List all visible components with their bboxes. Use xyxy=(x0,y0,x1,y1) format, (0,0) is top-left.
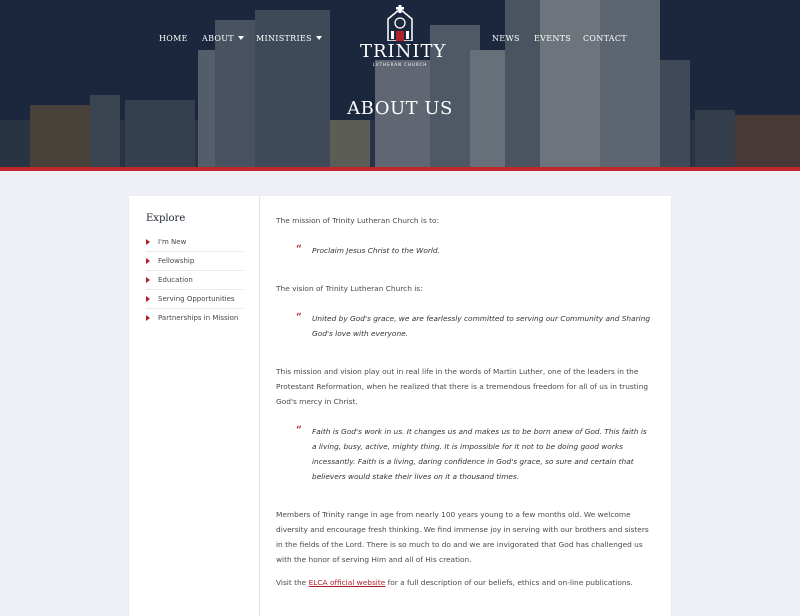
nav-ministries[interactable]: MINISTRIES xyxy=(256,34,322,43)
nav-home[interactable]: HOME xyxy=(159,34,188,43)
vision-quote: “ United by God's grace, we are fearlessly committed to serving our Community and Sharing God's love with everyone. xyxy=(296,312,651,338)
nav-about[interactable]: ABOUT xyxy=(202,34,244,43)
church-icon xyxy=(380,5,420,41)
nav-news[interactable]: NEWS xyxy=(492,34,520,43)
sidebar-list xyxy=(146,233,243,327)
members-paragraph: Members of Trinity range in age from nearly 100 years young to a few months old. We welcome diversity and encourage fresh thinking. We find immense joy in serving with our brothers and sisters in the fields of the Lord. There is so much to do and we are invigorated that God has challenged us with the honor of serving Him and all of His creation. xyxy=(276,510,649,564)
sidebar-item-education[interactable]: Education xyxy=(146,271,243,290)
elca-website-link[interactable]: ELCA official website xyxy=(308,578,386,587)
chevron-down-icon xyxy=(238,36,244,40)
caret-right-icon xyxy=(146,277,150,283)
mission-intro: The mission of Trinity Lutheran Church is to: xyxy=(276,216,440,225)
caret-right-icon xyxy=(146,239,150,245)
sidebar-item-fellowship[interactable]: Fellowship xyxy=(146,252,243,271)
hero-banner xyxy=(0,0,800,171)
caret-right-icon xyxy=(146,258,150,264)
sidebar-item-im-new[interactable]: I'm New xyxy=(146,233,243,252)
sidebar-title: Explore xyxy=(146,213,186,224)
visit-paragraph: Visit the ELCA official website for a full description of our beliefs, ethics and on-line publications. xyxy=(276,578,633,587)
nav-events[interactable]: EVENTS xyxy=(534,34,572,43)
vision-intro: The vision of Trinity Lutheran Church is: xyxy=(276,284,423,293)
main-content xyxy=(276,213,654,590)
chevron-down-icon xyxy=(316,36,322,40)
quote-icon: “ xyxy=(296,312,302,323)
caret-right-icon xyxy=(146,296,150,302)
logo-subtitle: LUTHERAN CHURCH xyxy=(372,62,428,67)
quote-icon: “ xyxy=(296,244,302,255)
sidebar-item-partnerships-in-mission[interactable]: Partnerships in Mission xyxy=(146,309,243,327)
content-card xyxy=(129,196,671,616)
mission-quote: “ Proclaim Jesus Christ to the World. xyxy=(296,244,440,255)
page-title: ABOUT US xyxy=(347,98,453,119)
explore-sidebar xyxy=(129,196,260,616)
quote-icon: “ xyxy=(296,425,302,436)
site-logo[interactable] xyxy=(360,5,447,67)
luther-quote: “ Faith is God's work in us. It changes us and makes us to be born anew of God. This faith is a living, busy, active, mighty thing. It is impossible for it not to be doing good works incessantly. Faith is a living, daring confidence in God's grace, so sure and certain that believers would stake their lives on it a thousand times. xyxy=(296,425,647,481)
caret-right-icon xyxy=(146,315,150,321)
sidebar-item-serving-opportunities[interactable]: Serving Opportunities xyxy=(146,290,243,309)
luther-paragraph: This mission and vision play out in real life in the words of Martin Luther, one of the leaders in the Protestant Reformation, when he realized that there is a tremendous freedom for all of us in trusting God's mercy in Christ. xyxy=(276,367,649,406)
nav-contact[interactable]: CONTACT xyxy=(583,34,627,43)
logo-title: TRINITY xyxy=(360,41,447,62)
